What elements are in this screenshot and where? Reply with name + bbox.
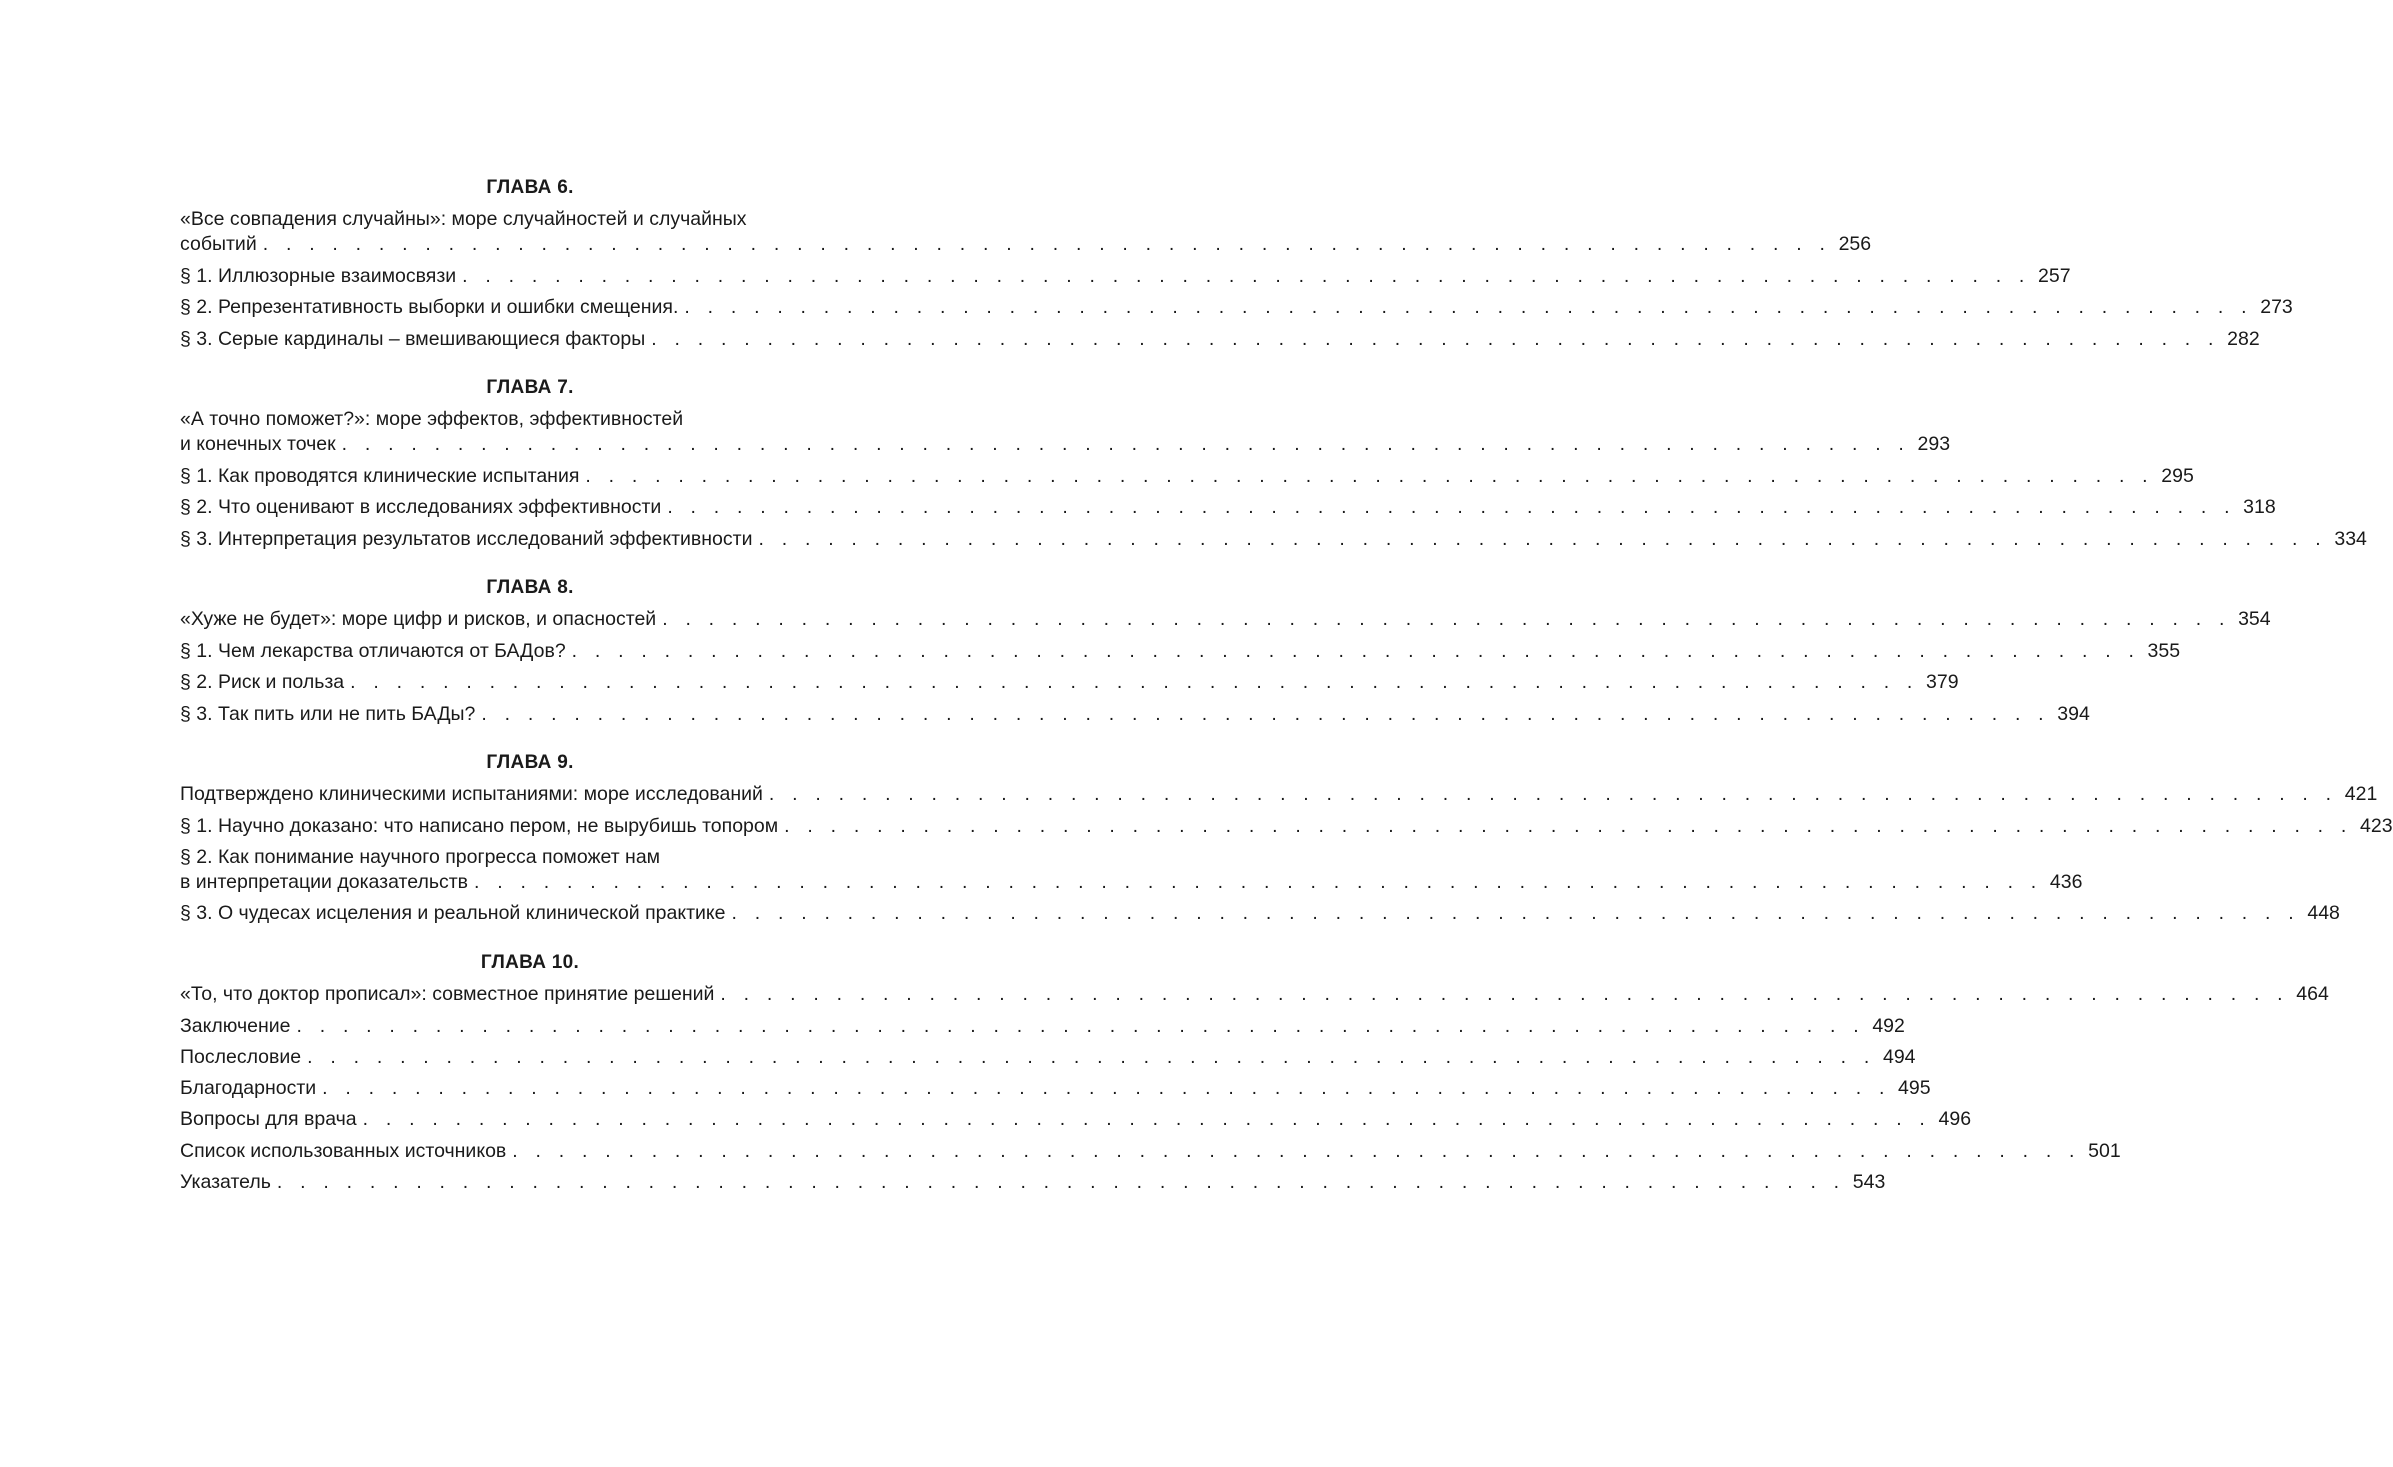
- entry-title: Указатель: [180, 1171, 271, 1193]
- page-number: 494: [1882, 1046, 1916, 1068]
- entry-title: Подтверждено клиническими испытаниями: море исследований: [180, 783, 763, 805]
- entry-title: § 3. О чудесах исцеления и реальной клинической практике: [180, 902, 726, 924]
- toc-entry[interactable]: [180, 814, 2393, 839]
- entry-title: «То, что доктор прописал»: совместное принятие решений: [180, 983, 715, 1005]
- dot-leader: . . . . . . . . . . . . . . . . . . . . . . . . . . . . . . . . . . . . . . . . . . . . . . . . . . . . . . . . . . . . . . . . . . . .: [512, 1140, 2081, 1162]
- toc-entry[interactable]: [180, 1014, 1905, 1039]
- toc-entry[interactable]: [180, 464, 2194, 489]
- page-number: 282: [2227, 328, 2260, 350]
- page-number: 496: [1938, 1108, 1972, 1130]
- entry-title: Заключение: [180, 1015, 291, 1037]
- page-number: 394: [2057, 703, 2090, 725]
- entry-title: § 2. Репрезентативность выборки и ошибки смещения.: [180, 296, 679, 318]
- toc-entry[interactable]: [180, 264, 2071, 289]
- toc-entry[interactable]: [180, 327, 2260, 352]
- dot-leader: . . . . . . . . . . . . . . . . . . . . . . . . . . . . . . . . . . . . . . . . . . . . . . . . . . . . . . . . . . . . . . . . . . . .: [362, 1108, 1932, 1130]
- page-number: 293: [1917, 433, 1951, 455]
- entry-title: «Хуже не будет»: море цифр и рисков, и опасностей: [180, 608, 657, 630]
- page-number: 423: [2360, 815, 2393, 837]
- dot-leader: . . . . . . . . . . . . . . . . . . . . . . . . . . . . . . . . . . . . . . . . . . . . . . . . . . . . . . . . . . . . . . . . . . . .: [758, 528, 2327, 550]
- toc-entry[interactable]: [180, 527, 2367, 552]
- toc-entry[interactable]: [180, 607, 2271, 632]
- page-number: 256: [1838, 233, 1872, 255]
- entry-title: § 1. Научно доказано: что написано пером, не вырубишь топором: [180, 815, 779, 837]
- entry-title: Благодарности: [180, 1077, 317, 1099]
- toc-entry[interactable]: [180, 982, 2329, 1007]
- page-number: 334: [2334, 528, 2367, 550]
- toc-entry[interactable]: [180, 1107, 1972, 1132]
- dot-leader: . . . . . . . . . . . . . . . . . . . . . . . . . . . . . . . . . . . . . . . . . . . . . . . . . . . . . . . . . . . . . . . . . . . .: [667, 496, 2236, 518]
- toc-entry[interactable]: [180, 845, 2083, 895]
- toc-entry[interactable]: [180, 639, 2181, 664]
- entry-title: § 3. Так пить или не пить БАДы?: [180, 703, 476, 725]
- page-number: 436: [2049, 871, 2083, 893]
- toc-entry[interactable]: [180, 407, 1951, 457]
- dot-leader: . . . . . . . . . . . . . . . . . . . . . . . . . . . . . . . . . . . . . . . . . . . . . . . . . . . . . . . . . . . . . . . . . . . .: [571, 640, 2141, 662]
- entry-title: § 3. Интерпретация результатов исследований эффективности: [180, 528, 753, 550]
- chapter-title: ГЛАВА 8.: [486, 577, 574, 598]
- page-number: 295: [2161, 465, 2194, 487]
- entry-title: § 3. Серые кардиналы – вмешивающиеся факторы: [180, 328, 646, 350]
- toc-entry[interactable]: [180, 207, 1872, 257]
- page-number: 273: [2260, 296, 2293, 318]
- chapter-title: ГЛАВА 6.: [486, 177, 574, 198]
- entry-title-line: § 2. Как понимание научного прогресса поможет нам: [180, 846, 661, 868]
- entry-title: в интерпретации доказательств: [180, 871, 469, 893]
- dot-leader: . . . . . . . . . . . . . . . . . . . . . . . . . . . . . . . . . . . . . . . . . . . . . . . . . . . . . . . . . . . . . . . . . . . .: [262, 233, 1832, 255]
- page-number: 464: [2296, 983, 2329, 1005]
- toc-entry[interactable]: [180, 295, 2293, 320]
- dot-leader: . . . . . . . . . . . . . . . . . . . . . . . . . . . . . . . . . . . . . . . . . . . . . . . . . . . . . . . . . . . . . . . . . . . .: [585, 465, 2154, 487]
- dot-leader: . . . . . . . . . . . . . . . . . . . . . . . . . . . . . . . . . . . . . . . . . . . . . . . . . . . . . . . . . . . . . . . . . . . .: [474, 871, 2043, 893]
- entry-title: событий: [180, 233, 257, 255]
- dot-leader: . . . . . . . . . . . . . . . . . . . . . . . . . . . . . . . . . . . . . . . . . . . . . . . . . . . . . . . . . . . . . . . . . . . .: [350, 671, 1919, 693]
- page-number: 495: [1898, 1077, 1931, 1099]
- dot-leader: . . . . . . . . . . . . . . . . . . . . . . . . . . . . . . . . . . . . . . . . . . . . . . . . . . . . . . . . . . . . . . . . . . . .: [307, 1046, 1876, 1068]
- chapter-title: ГЛАВА 10.: [480, 952, 580, 973]
- entry-title: § 2. Что оценивают в исследованиях эффективности: [180, 496, 662, 518]
- dot-leader: . . . . . . . . . . . . . . . . . . . . . . . . . . . . . . . . . . . . . . . . . . . . . . . . . . . . . . . . . . . . . . . . . . . .: [462, 265, 2031, 287]
- entry-title: § 1. Как проводятся клинические испытания: [180, 465, 580, 487]
- entry-title: Послесловие: [180, 1046, 302, 1068]
- entry-title: § 1. Чем лекарства отличаются от БАДов?: [180, 640, 566, 662]
- entry-title: § 1. Иллюзорные взаимосвязи: [180, 265, 457, 287]
- dot-leader: . . . . . . . . . . . . . . . . . . . . . . . . . . . . . . . . . . . . . . . . . . . . . . . . . . . . . . . . . . . . . . . . . . . .: [720, 983, 2289, 1005]
- page-number: 421: [2344, 783, 2378, 805]
- page-number: 492: [1872, 1015, 1905, 1037]
- page-number: 448: [2307, 902, 2340, 924]
- dot-leader: . . . . . . . . . . . . . . . . . . . . . . . . . . . . . . . . . . . . . . . . . . . . . . . . . . . . . . . . . . . . . . . . . . . .: [276, 1171, 1846, 1193]
- toc-entry[interactable]: [180, 901, 2340, 926]
- dot-leader: . . . . . . . . . . . . . . . . . . . . . . . . . . . . . . . . . . . . . . . . . . . . . . . . . . . . . . . . . . . . . . . . . . . .: [341, 433, 1911, 455]
- chapter-title: ГЛАВА 7.: [486, 377, 574, 398]
- toc-entry[interactable]: [180, 782, 2378, 807]
- dot-leader: . . . . . . . . . . . . . . . . . . . . . . . . . . . . . . . . . . . . . . . . . . . . . . . . . . . . . . . . . . . . . . . . . . . .: [296, 1015, 1865, 1037]
- page-number: 257: [2038, 265, 2071, 287]
- page-number: 501: [2088, 1140, 2121, 1162]
- chapter-title: ГЛАВА 9.: [486, 752, 574, 773]
- dot-leader: . . . . . . . . . . . . . . . . . . . . . . . . . . . . . . . . . . . . . . . . . . . . . . . . . . . . . . . . . . . . . . . . . . . .: [322, 1077, 1891, 1099]
- entry-title: Список использованных источников: [180, 1140, 507, 1162]
- dot-leader: . . . . . . . . . . . . . . . . . . . . . . . . . . . . . . . . . . . . . . . . . . . . . . . . . . . . . . . . . . . . . . . . . . . .: [768, 783, 2338, 805]
- dot-leader: . . . . . . . . . . . . . . . . . . . . . . . . . . . . . . . . . . . . . . . . . . . . . . . . . . . . . . . . . . . . . . . . . . . .: [651, 328, 2220, 350]
- entry-title: § 2. Риск и польза: [180, 671, 345, 693]
- dot-leader: . . . . . . . . . . . . . . . . . . . . . . . . . . . . . . . . . . . . . . . . . . . . . . . . . . . . . . . . . . . . . . . . . . . .: [784, 815, 2353, 837]
- toc-entry[interactable]: [180, 495, 2276, 520]
- page-number: 379: [1926, 671, 1959, 693]
- entry-title: Вопросы для врача: [180, 1108, 357, 1130]
- toc-entry[interactable]: [180, 1139, 2121, 1164]
- entry-title: и конечных точек: [180, 433, 336, 455]
- toc-entry[interactable]: [180, 670, 1959, 695]
- toc-entry[interactable]: [180, 1170, 1886, 1195]
- toc-entry[interactable]: [180, 1045, 1916, 1070]
- dot-leader: . . . . . . . . . . . . . . . . . . . . . . . . . . . . . . . . . . . . . . . . . . . . . . . . . . . . . . . . . . . . . . . . . . . .: [662, 608, 2231, 630]
- page-number: 355: [2147, 640, 2181, 662]
- page-number: 318: [2243, 496, 2276, 518]
- page-number: 543: [1852, 1171, 1886, 1193]
- entry-title-line: «Все совпадения случайны»: море случайностей и случайных: [180, 208, 747, 230]
- page-number: 354: [2238, 608, 2271, 630]
- entry-title-line: «А точно поможет?»: море эффектов, эффективностей: [180, 408, 684, 430]
- toc-entry[interactable]: [180, 702, 2090, 727]
- toc-entry[interactable]: [180, 1076, 1931, 1101]
- dot-leader: . . . . . . . . . . . . . . . . . . . . . . . . . . . . . . . . . . . . . . . . . . . . . . . . . . . . . . . . . . . . . . . . . . . .: [684, 296, 2253, 318]
- dot-leader: . . . . . . . . . . . . . . . . . . . . . . . . . . . . . . . . . . . . . . . . . . . . . . . . . . . . . . . . . . . . . . . . . . . .: [731, 902, 2300, 924]
- dot-leader: . . . . . . . . . . . . . . . . . . . . . . . . . . . . . . . . . . . . . . . . . . . . . . . . . . . . . . . . . . . . . . . . . . . .: [481, 703, 2050, 725]
